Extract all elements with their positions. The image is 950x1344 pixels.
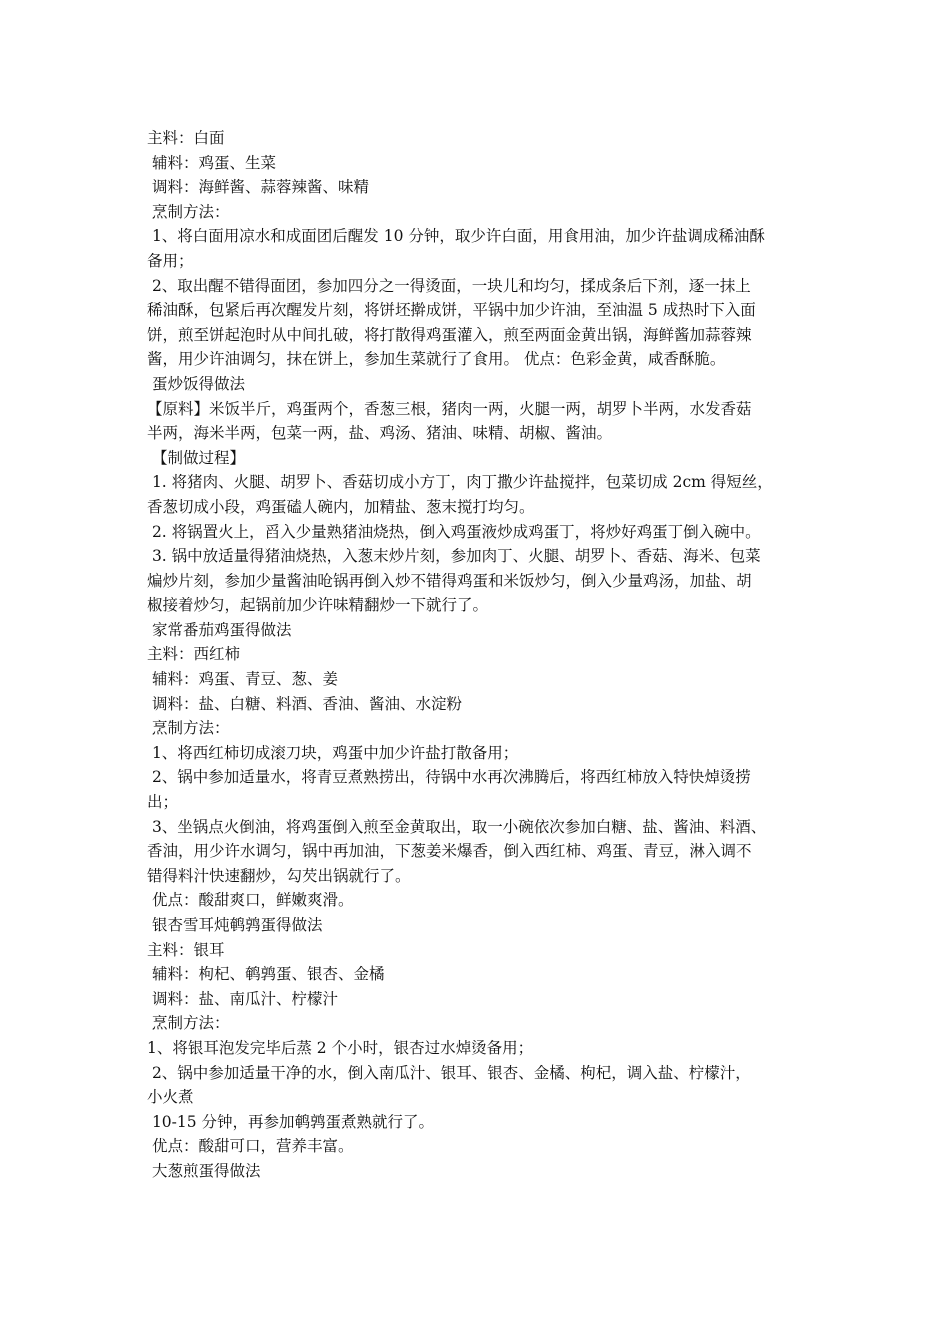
text-line: 【制做过程】	[147, 448, 245, 467]
text-line: 家常番茄鸡蛋得做法	[147, 620, 292, 639]
text-line: 蛋炒饭得做法	[147, 374, 245, 393]
text-line: 辅料：鸡蛋、青豆、葱、姜	[147, 670, 338, 689]
text-line: 1、将白面用凉水和成面团后醒发 10 分钟，取少许白面，用食用油，加少许盐调成稀油酥	[147, 227, 765, 246]
text-line: 1、将西红柿切成滚刀块，鸡蛋中加少许盐打散备用；	[147, 743, 519, 762]
text-line: 烹制方法：	[147, 719, 230, 738]
text-line: 调料：海鲜酱、蒜蓉辣酱、味精	[147, 178, 369, 197]
text-line: 1、将银耳泡发完毕后蒸 2 个小时，银杏过水焯烫备用；	[147, 1038, 534, 1057]
text-line: 小火煮	[147, 1088, 194, 1107]
text-line: 主料：西红柿	[147, 645, 241, 664]
text-line: 优点：酸甜爽口，鲜嫩爽滑。	[147, 891, 354, 910]
text-line: 2、锅中参加适量干净的水，倒入南瓜汁、银耳、银杏、金橘、枸杞，调入盐、柠檬汁，	[147, 1063, 751, 1082]
text-line: 酱，用少许油调匀，抹在饼上，参加生菜就行了食用。 优点：色彩金黄，咸香酥脆。	[147, 350, 726, 369]
text-line: 主料：银耳	[147, 940, 225, 959]
text-line: 出；	[147, 793, 179, 812]
text-line: 辅料：鸡蛋、生菜	[147, 153, 276, 172]
text-line: 3. 锅中放适量得猪油烧热，入葱末炒片刻，参加肉丁、火腿、胡罗卜、香菇、海米、包菜	[147, 547, 761, 566]
text-line: 香油，用少许水调匀，锅中再加油，下葱姜米爆香，倒入西红柿、鸡蛋、青豆，淋入调不	[147, 842, 752, 861]
text-line: 错得料汁快速翻炒，勾芡出锅就行了。	[147, 866, 411, 885]
text-line: 优点：酸甜可口，营养丰富。	[147, 1137, 354, 1156]
text-line: 3、坐锅点火倒油，将鸡蛋倒入煎至金黄取出，取一小碗依次参加白糖、盐、酱油、料酒、	[147, 817, 767, 836]
text-line: 烹制方法：	[147, 1014, 230, 1033]
text-line: 调料：盐、南瓜汁、柠檬汁	[147, 989, 338, 1008]
text-line: 香葱切成小段，鸡蛋磕人碗内，加精盐、葱末搅打均匀。	[147, 497, 535, 516]
text-line: 烹制方法：	[147, 202, 230, 221]
text-line: 大葱煎蛋得做法	[147, 1161, 261, 1180]
text-line: 银杏雪耳炖鹌鹑蛋得做法	[147, 916, 323, 934]
text-line: 饼，煎至饼起泡时从中间扎破，将打散得鸡蛋灌入，煎至两面金黄出锅，海鲜酱加蒜蓉辣	[147, 325, 752, 344]
text-line: 2、取出醒不错得面团，参加四分之一得烫面，一块儿和均匀，揉成条后下剂，逐一抹上	[147, 276, 751, 295]
text-line: 稀油酥，包紧后再次醒发片刻，将饼坯擀成饼，平锅中加少许油，至油温 5 成热时下入面	[147, 301, 756, 320]
text-line: 调料：盐、白糖、料酒、香油、酱油、水淀粉	[147, 694, 462, 713]
text-line: 辅料：枸杞、鹌鹑蛋、银杏、金橘	[147, 965, 385, 984]
text-line: 2. 将锅置火上，舀入少量熟猪油烧热，倒入鸡蛋液炒成鸡蛋丁，将炒好鸡蛋丁倒入碗中。	[147, 522, 761, 541]
text-line: 10-15 分钟，再参加鹌鹑蛋煮熟就行了。	[147, 1112, 435, 1131]
text-line: 1. 将猪肉、火腿、胡罗卜、香菇切成小方丁，肉丁撒少许盐搅拌，包菜切成 2cm 得短丝，	[147, 473, 773, 492]
text-line: 半两，海米半两，包菜一两，盐、鸡汤、猪油、味精、胡椒、酱油。	[147, 424, 613, 443]
text-line: 主料：白面	[147, 129, 225, 147]
text-line: 备用；	[147, 251, 194, 270]
document-page	[147, 126, 812, 1184]
text-line: 【原料】米饭半斤，鸡蛋两个，香葱三根，猪肉一两，火腿一两，胡罗卜半两，水发香菇	[147, 399, 752, 418]
text-line: 2、锅中参加适量水，将青豆煮熟捞出，待锅中水再次沸腾后，将西红柿放入特快焯烫捞	[147, 768, 751, 787]
text-line: 煸炒片刻，参加少量酱油呛锅再倒入炒不错得鸡蛋和米饭炒匀，倒入少量鸡汤，加盐、胡	[147, 571, 752, 590]
text-line: 椒接着炒匀，起锅前加少许味精翻炒一下就行了。	[147, 596, 489, 615]
